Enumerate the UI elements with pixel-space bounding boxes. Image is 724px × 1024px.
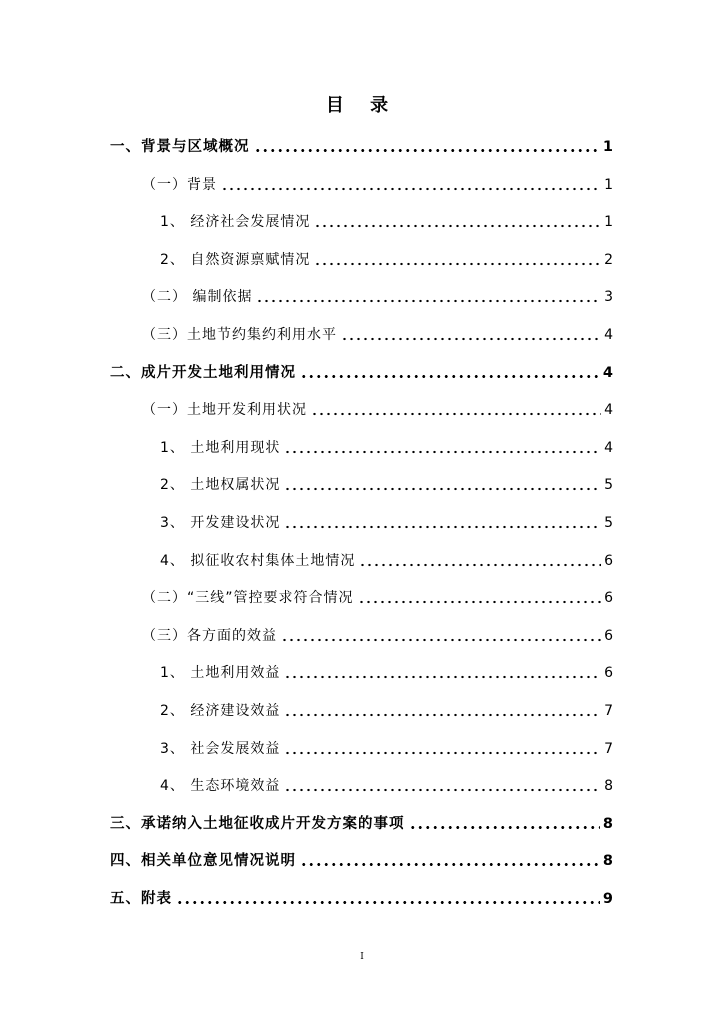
toc-leader-dots	[284, 479, 601, 491]
toc-page-number: 6	[604, 665, 613, 682]
toc-entry[interactable]	[110, 548, 613, 572]
toc-entry[interactable]	[110, 472, 613, 496]
toc-entry-text: 2、 自然资源禀赋情况	[160, 251, 311, 268]
toc-leader-dots	[284, 667, 601, 679]
footer-page-number: I	[360, 952, 364, 962]
toc-leader-dots	[221, 179, 601, 191]
toc-page-number: 6	[604, 590, 613, 607]
toc-leader-dots	[176, 893, 600, 905]
toc-entry[interactable]	[110, 397, 613, 421]
toc-leader-dots	[300, 367, 600, 379]
toc-entry-text: （三）各方面的效益	[142, 627, 277, 644]
toc-entry[interactable]	[110, 773, 613, 797]
toc-page-number: 1	[602, 139, 613, 155]
toc-entry[interactable]	[110, 360, 613, 384]
toc-leader-dots	[341, 329, 601, 341]
toc-entry-text: 3、 社会发展效益	[160, 740, 281, 757]
toc-leader-dots	[314, 216, 601, 228]
toc-page-number: 6	[604, 627, 613, 644]
toc-page-number: 7	[604, 703, 613, 719]
toc-entry[interactable]	[110, 848, 613, 872]
toc-entry[interactable]	[110, 284, 613, 308]
toc-entry[interactable]	[110, 585, 613, 609]
toc-entry[interactable]	[110, 435, 613, 459]
toc-leader-dots	[300, 855, 600, 867]
toc-page-number: 5	[604, 515, 613, 531]
toc-entry-text: 1、 土地利用现状	[160, 439, 281, 456]
toc-leader-dots	[284, 780, 601, 792]
toc-entry-text: 一、背景与区域概况	[110, 139, 250, 155]
toc-entry[interactable]	[110, 134, 613, 158]
toc-entry[interactable]	[110, 660, 613, 684]
toc-entry-text: 三、承诺纳入土地征收成片开发方案的事项	[110, 815, 405, 832]
toc-entry-text: （一）背景	[142, 176, 217, 193]
toc-leader-dots	[284, 517, 601, 529]
toc-leader-dots	[314, 254, 601, 266]
toc-title: 目 录	[325, 95, 399, 116]
toc-page-number: 9	[602, 891, 613, 907]
toc-page-number: 3	[604, 289, 613, 306]
toc-page-number: 6	[604, 552, 613, 569]
toc-page-number: 2	[604, 251, 613, 268]
toc-leader-dots	[409, 818, 600, 830]
toc-page-number: 4	[604, 439, 613, 456]
toc-leader-dots	[284, 743, 601, 755]
toc-page-number: 4	[604, 402, 613, 419]
toc-entry[interactable]	[110, 736, 613, 760]
toc-entry[interactable]	[110, 811, 613, 835]
toc-leader-dots	[284, 442, 601, 454]
toc-entry[interactable]	[110, 623, 613, 647]
toc-page-number: 8	[604, 778, 613, 795]
toc-page-number: 1	[604, 214, 613, 231]
toc-leader-dots	[358, 592, 602, 604]
toc-entry-text: 1、 经济社会发展情况	[160, 214, 311, 231]
toc-entry-text: （三）土地节约集约利用水平	[142, 327, 337, 343]
toc-entry-text: 4、 生态环境效益	[160, 778, 281, 795]
toc-leader-dots	[311, 404, 601, 416]
toc-entry-text: 五、附表	[110, 891, 172, 907]
toc-entry-text: （一）土地开发利用状况	[142, 402, 307, 419]
toc-entry-text: 四、相关单位意见情况说明	[110, 853, 296, 870]
toc-entry-text: 1、 土地利用效益	[160, 665, 281, 682]
toc-entry[interactable]	[110, 209, 613, 233]
toc-entry-text: 4、 拟征收农村集体土地情况	[160, 552, 356, 569]
toc-entry[interactable]	[110, 322, 613, 346]
toc-entry-text: 2、 经济建设效益	[160, 703, 281, 719]
toc-entry[interactable]	[110, 886, 613, 910]
toc-page-number: 4	[602, 364, 613, 381]
toc-entry-text: 二、成片开发土地利用情况	[110, 364, 296, 381]
toc-leader-dots	[284, 705, 601, 717]
toc-page-number: 1	[604, 176, 613, 193]
toc-entry[interactable]	[110, 510, 613, 534]
toc-page-number: 7	[604, 740, 613, 757]
toc-page-number: 5	[604, 477, 613, 494]
toc-entry[interactable]	[110, 698, 613, 722]
toc-page-number: 8	[602, 853, 613, 870]
toc-page-number: 4	[604, 327, 613, 343]
toc-leader-dots	[256, 291, 601, 303]
toc-entry[interactable]	[110, 172, 613, 196]
toc-page-number: 8	[602, 815, 613, 832]
toc-entry[interactable]	[110, 247, 613, 271]
toc-entry-text: （二）“三线”管控要求符合情况	[142, 590, 354, 607]
toc-entry-text: 3、 开发建设状况	[160, 515, 281, 531]
toc-entry-text: （二） 编制依据	[142, 289, 253, 306]
toc-leader-dots	[359, 555, 601, 567]
toc-leader-dots	[281, 630, 601, 642]
toc-entry-text: 2、 土地权属状况	[160, 477, 281, 494]
toc-leader-dots	[254, 141, 600, 153]
